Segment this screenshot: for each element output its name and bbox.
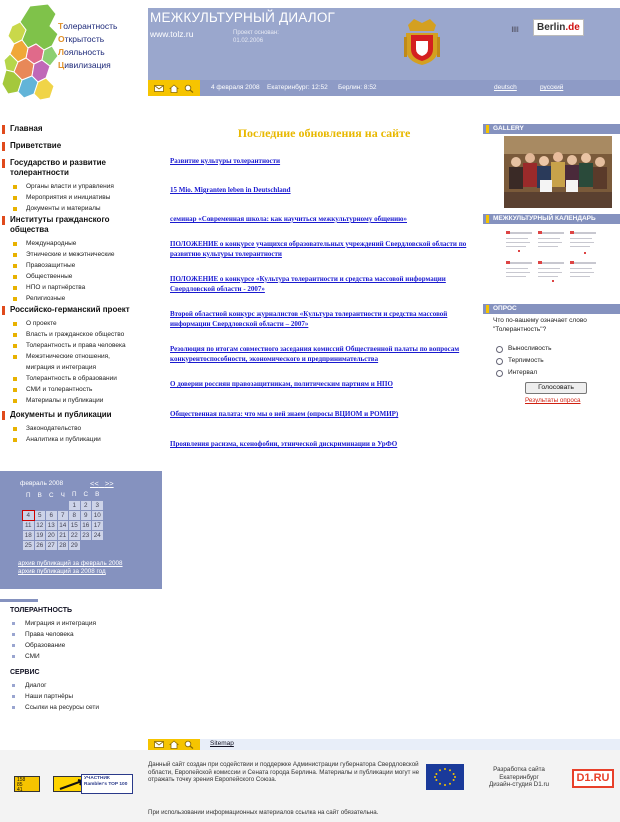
coat-of-arms-icon — [404, 15, 440, 67]
sitemap-link[interactable]: Sitemap — [210, 740, 234, 747]
main-content — [170, 118, 478, 449]
calendar-day-today[interactable]: 4 — [23, 510, 35, 520]
weekday-label: В — [95, 491, 100, 499]
calendar-day[interactable]: 20 — [46, 530, 58, 540]
liveinternet-counter[interactable]: 158 85 41 — [14, 776, 40, 792]
calendar-day[interactable]: 7 — [57, 510, 69, 520]
submenu-item[interactable]: НПО и партнёрства — [0, 282, 140, 293]
poll-results-link[interactable]: Результаты опроса — [525, 397, 581, 404]
calendar-day[interactable]: 16 — [80, 520, 92, 530]
calendar-day[interactable]: 6 — [46, 510, 58, 520]
lang-russian-link[interactable]: русский — [540, 84, 564, 91]
calendar-month: февраль 2008 — [20, 480, 64, 487]
site-header — [0, 0, 620, 104]
search-icon[interactable] — [184, 740, 194, 749]
current-date: 4 февраля 2008 — [211, 84, 260, 91]
calendar-week — [23, 500, 104, 510]
submenu-item[interactable]: Документы и материалы — [0, 203, 140, 214]
yekaterinburg-time: Екатеринбург: 12:52 — [267, 84, 328, 91]
sidebar-item-civil-society[interactable]: Институты гражданского общества — [0, 215, 140, 235]
search-icon[interactable] — [184, 84, 194, 93]
acrostic-line: Открытость — [58, 34, 105, 44]
sidebar-section-greeting — [0, 141, 61, 151]
calendar-grid — [22, 490, 104, 551]
news-link[interactable]: Резолюция по итогам совместного заседания комиссий Общественной палаты по вопросам конкурентоспособности, экономического и предпринимательства — [170, 345, 460, 363]
mail-icon[interactable] — [154, 740, 164, 749]
berlin-de-logo[interactable]: ıııı Berlin.de — [511, 19, 583, 36]
region-map-logo[interactable] — [0, 0, 148, 104]
calendar-week — [23, 530, 104, 540]
calendar-day[interactable]: 29 — [69, 540, 81, 550]
submenu-item[interactable]: Материалы и публикации — [0, 395, 140, 406]
civil-submenu — [0, 238, 140, 304]
calendar-day[interactable]: 19 — [34, 530, 46, 540]
calendar-day[interactable]: 28 — [57, 540, 69, 550]
poll-option-label: Терпимость — [508, 357, 544, 364]
bottom-menu-item[interactable]: СМИ — [0, 651, 162, 662]
poll-option[interactable] — [496, 367, 620, 379]
news-link[interactable]: семинар «Современная школа: как научиться межкультурному общению» — [170, 215, 407, 223]
sidebar-section-civil — [0, 215, 140, 304]
right-column — [483, 124, 620, 404]
berlin-columns-icon: ıııı — [511, 24, 519, 35]
calendar-day[interactable]: 21 — [57, 530, 69, 540]
footer-support-text: Данный сайт создан при содействии и поддержке Администрации губернатора Свердловской области, Европейской комиссии и Сената города Берлина. Материалы и публикации могут не отражать точку зрения Европейского Союза. — [148, 761, 420, 783]
acrostic-line: Цивилизация — [58, 60, 111, 70]
submenu-item[interactable]: Мероприятия и инициативы — [0, 192, 140, 203]
archive-year-link[interactable]: архив публикаций за 2008 год — [18, 568, 106, 575]
calendar-day[interactable]: 8 — [69, 510, 81, 520]
page-title: Последние обновления на сайте — [237, 126, 411, 140]
news-link[interactable]: ПОЛОЖЕНИЕ о конкурсе «Культура толерантности и средства массовой информации Свердловской области - 2007» — [170, 275, 446, 293]
date-time-strip — [200, 80, 620, 96]
calendar-day[interactable]: 25 — [23, 540, 35, 550]
gallery-title[interactable]: GALLERY — [483, 124, 620, 134]
top-navbar — [148, 80, 620, 96]
site-title[interactable]: МЕЖКУЛЬТУРНЫЙ ДИАЛОГ — [150, 10, 336, 25]
vote-button[interactable]: Голосовать — [525, 382, 587, 394]
news-link[interactable]: 15 Mio. Migranten leben in Deutschland — [170, 186, 291, 194]
divider — [0, 599, 38, 602]
submenu-item[interactable]: Толерантность и права человека — [0, 340, 140, 351]
calendar-week — [23, 540, 104, 550]
news-link[interactable]: Второй областной конкурс журналистов «Культура толерантности и средства массовой информации Свердловской области – 2007» — [170, 310, 448, 328]
news-link[interactable]: ПОЛОЖЕНИЕ о конкурсе учащихся образовательных учреждений Свердловской области по развитию культуры толерантности — [170, 240, 467, 258]
calendar-day[interactable]: 12 — [34, 520, 46, 530]
calendar-next-button[interactable]: >> — [104, 479, 114, 488]
calendar-prev-button[interactable]: << — [90, 479, 99, 488]
submenu-item[interactable]: Толерантность в образовании — [0, 373, 140, 384]
state-submenu — [0, 181, 140, 214]
sidebar-item-documents[interactable]: Документы и публикации — [0, 410, 140, 420]
sidebar-section-docs — [0, 410, 140, 445]
calendar-day[interactable]: 24 — [92, 530, 104, 540]
project-submenu — [0, 318, 140, 406]
submenu-item[interactable]: Религиозные — [0, 293, 140, 304]
bottom-menu-item[interactable]: Права человека — [0, 629, 162, 640]
calendar-day[interactable]: 22 — [69, 530, 81, 540]
submenu-item[interactable]: Общественные — [0, 271, 140, 282]
submenu-item[interactable]: Правозащитные — [0, 260, 140, 271]
berlin-time: Берлин: 8:52 — [338, 84, 377, 91]
poll-option[interactable] — [496, 343, 620, 355]
d1-logo[interactable]: D1.RU — [572, 769, 614, 788]
founded-date: 01.02.2006 — [233, 38, 264, 44]
service-links — [0, 680, 162, 713]
bottom-menu-title-service[interactable]: СЕРВИС — [10, 669, 40, 676]
sidebar-item-home[interactable]: Главная — [0, 124, 43, 134]
eu-flag-icon — [426, 764, 464, 790]
studio-credit: Разработка сайта Екатеринбург Дизайн-студия D1.ru — [489, 766, 550, 788]
rambler-top100-badge[interactable]: УЧАСТНИК Rambler's TOP 100 — [81, 774, 133, 794]
founded-label: Проект основан: — [233, 30, 279, 36]
sidebar-section-home — [0, 124, 43, 134]
founded-info — [233, 29, 279, 45]
news-link[interactable]: Развитие культуры толерантности — [170, 157, 281, 165]
calendar-day[interactable]: 27 — [46, 540, 58, 550]
archive-month-link[interactable]: архив публикаций за февраль 2008 — [18, 560, 123, 567]
submenu-item[interactable]: Межэтнические отношения, миграция и интеграция — [0, 351, 140, 373]
calendar-day[interactable]: 10 — [92, 510, 104, 520]
radio-button[interactable] — [496, 346, 503, 353]
radio-button[interactable] — [496, 358, 503, 365]
footer-navbar — [148, 739, 620, 750]
sidebar-section-project — [0, 305, 140, 406]
nav-icon-group — [148, 80, 200, 96]
submenu-item[interactable]: Законодательство — [0, 423, 140, 434]
submenu-item[interactable]: Этнические и межэтнические — [0, 249, 140, 260]
poll-question: Что по-вашему означает слово "Толерантность"? — [493, 317, 587, 333]
bottom-menu-item[interactable]: Диалог — [0, 680, 162, 691]
intercultural-calendar-thumbnail[interactable] — [504, 228, 602, 290]
tolerance-acrostic — [58, 20, 117, 72]
submenu-item[interactable]: Международные — [0, 238, 140, 249]
calendar-day[interactable]: 11 — [23, 520, 35, 530]
site-url[interactable]: www.tolz.ru — [150, 29, 194, 39]
calendar-day[interactable]: 15 — [69, 520, 81, 530]
weekday-label: П — [25, 491, 31, 499]
calendar-day[interactable]: 23 — [80, 530, 92, 540]
calendar-day[interactable]: 9 — [80, 510, 92, 520]
calendar-day[interactable]: 18 — [23, 530, 35, 540]
calendar-day[interactable]: 2 — [80, 500, 92, 510]
calendar-week — [23, 520, 104, 530]
poll-option[interactable] — [496, 355, 620, 367]
calendar-day[interactable]: 3 — [92, 500, 104, 510]
poll-option-label: Выносливость — [508, 345, 552, 352]
footer-copyright-note: При использовании информационных материалов ссылка на сайт обязательна. — [148, 809, 379, 816]
submenu-item[interactable]: СМИ и толерантность — [0, 384, 140, 395]
calendar-day[interactable]: 26 — [34, 540, 46, 550]
bottom-menu — [0, 606, 162, 719]
bottom-menu-title-tolerance[interactable]: ТОЛЕРАНТНОСТЬ — [10, 607, 73, 614]
footer-icon-group — [148, 739, 200, 750]
sidebar-item-greeting[interactable]: Приветствие — [0, 141, 61, 151]
home-icon[interactable] — [169, 84, 179, 93]
mail-icon[interactable] — [154, 84, 164, 93]
calendar-day[interactable]: 14 — [57, 520, 69, 530]
tolerance-links — [0, 618, 162, 662]
bottom-menu-item[interactable]: Наши партнёры — [0, 691, 162, 702]
sidebar-item-ru-de-project[interactable]: Российско-германский проект — [0, 305, 140, 315]
news-link[interactable]: Общественная палата: что мы о ней знаем (опросы ВЦИОМ и РОМИР) — [170, 410, 399, 418]
studio-link[interactable]: Дизайн-студия D1.ru — [489, 781, 550, 788]
submenu-item[interactable]: Власть и гражданское общество — [0, 329, 140, 340]
site-footer — [0, 750, 620, 822]
submenu-item[interactable]: Аналитика и публикации — [0, 434, 140, 445]
bottom-menu-item[interactable]: Ссылки на ресурсы сети — [0, 702, 162, 713]
weekday-label: В — [37, 491, 42, 499]
news-link[interactable]: О доверии россиян правозащитникам, политическим партиям и НПО — [170, 380, 393, 388]
poll-option-label: Интервал — [508, 369, 538, 376]
submenu-item[interactable]: О проекте — [0, 318, 140, 329]
calendar-nav — [90, 479, 114, 488]
acrostic-line: Лояльность — [58, 47, 105, 57]
bottom-menu-item[interactable]: Миграция и интеграция — [0, 618, 162, 629]
sidebar-section-state — [0, 158, 140, 214]
docs-submenu — [0, 423, 140, 445]
calendar-day[interactable]: 5 — [34, 510, 46, 520]
calendar-day[interactable]: 1 — [69, 500, 81, 510]
intercultural-calendar-title[interactable]: МЕЖКУЛЬТУРНЫЙ КАЛЕНДАРЬ — [483, 214, 620, 224]
sidebar-item-state-tolerance[interactable]: Государство и развитие толерантности — [0, 158, 140, 178]
calendar-week — [23, 510, 104, 520]
gallery-photo[interactable] — [504, 136, 612, 208]
calendar-day[interactable]: 13 — [46, 520, 58, 530]
news-link[interactable]: Проявления расизма, ксенофобии, этнической дискриминации в УрФО — [170, 440, 398, 448]
weekday-label: П — [71, 491, 77, 499]
radio-button[interactable] — [496, 370, 503, 377]
publication-calendar — [0, 471, 162, 589]
calendar-day[interactable]: 17 — [92, 520, 104, 530]
weekday-label: С — [83, 491, 89, 499]
submenu-item[interactable]: Органы власти и управления — [0, 181, 140, 192]
lang-deutsch-link[interactable]: deutsch — [494, 84, 517, 91]
home-icon[interactable] — [169, 740, 179, 749]
bottom-menu-item[interactable]: Образование — [0, 640, 162, 651]
acrostic-line: Толерантность — [58, 21, 118, 31]
weekday-label: С — [48, 491, 54, 499]
poll-title: ОПРОС — [483, 304, 620, 314]
weekday-row — [23, 490, 104, 500]
weekday-label: Ч — [60, 491, 65, 499]
